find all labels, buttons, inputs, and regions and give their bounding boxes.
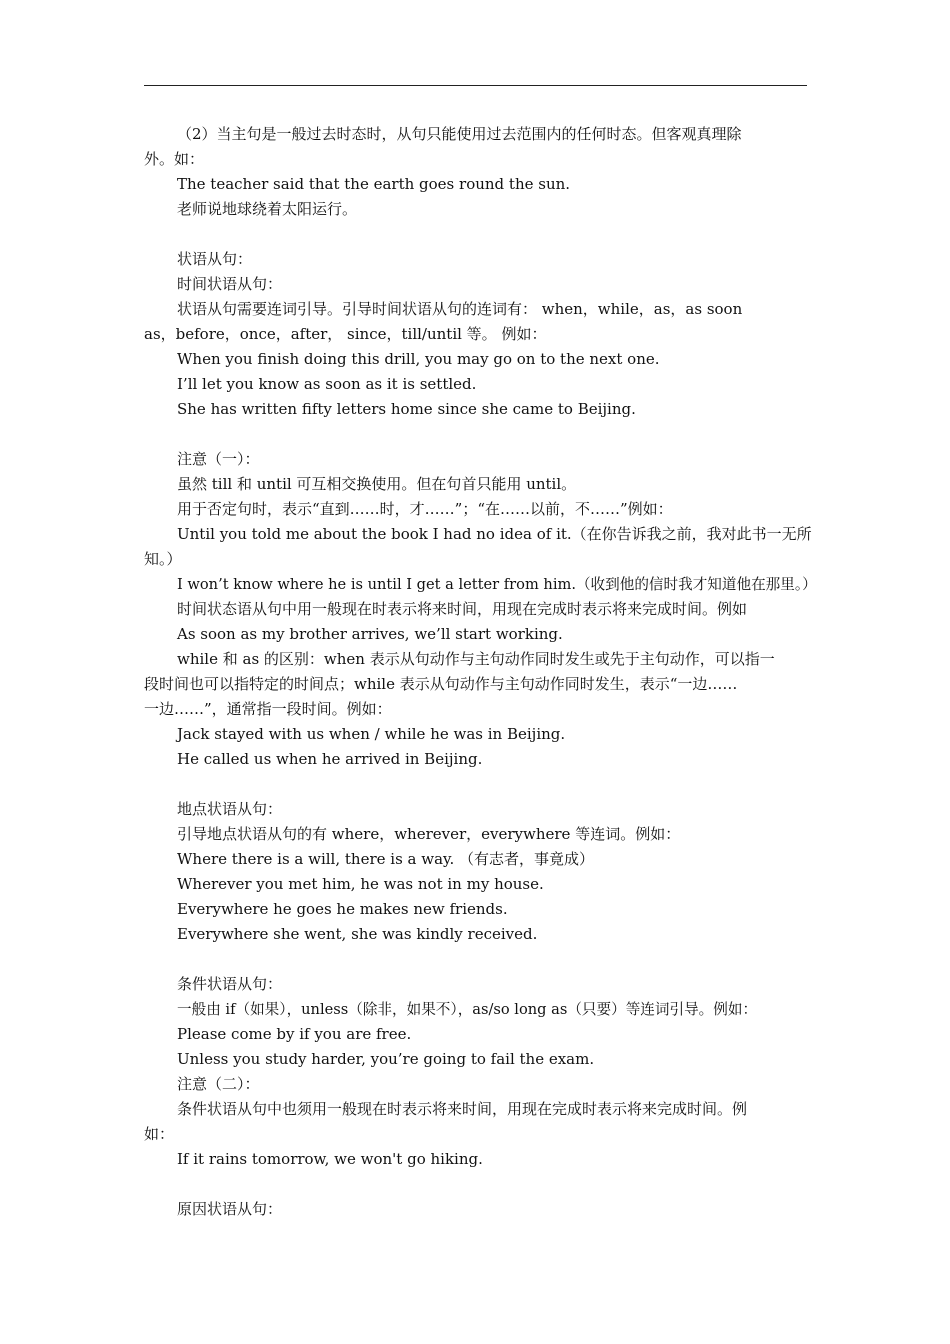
- subsection-heading: 地点状语从句：: [177, 800, 283, 818]
- paragraph-line: 一边……”，通常指一段时间。例如：: [144, 700, 392, 718]
- paragraph-line: 条件状语从句中也须用一般现在时表示将来时间，用现在完成时表示将来完成时间。例: [177, 1100, 748, 1118]
- paragraph-line: 状语从句需要连词引导。引导时间状语从句的连词有： when，while，as，as soon: [177, 300, 743, 318]
- example-sentence: When you finish doing this drill, you may go on to the next one.: [177, 350, 660, 368]
- paragraph-line: while 和 as 的区别：when 表示从句动作与主句动作同时发生或先于主句动作，可以指一: [177, 650, 775, 668]
- paragraph-line: 引导地点状语从句的有 where，wherever，everywhere 等连词。例如：: [177, 825, 681, 843]
- example-translation: 老师说地球绕着太阳运行。: [177, 200, 358, 218]
- example-sentence: I won’t know where he is until I get a letter from him.（收到他的信时我才知道他在那里。）: [177, 576, 817, 593]
- example-sentence: Where there is a will, there is a way. （有志者，事竟成）: [177, 850, 595, 868]
- paragraph-line: 一般由 if（如果），unless（除非，如果不），as/so long as（只要）等连词引导。例如：: [177, 1001, 758, 1018]
- example-sentence: I’ll let you know as soon as it is settled.: [177, 375, 477, 393]
- paragraph-line: 段时间也可以指特定的时间点；while 表示从句动作与主句动作同时发生，表示“一边……: [144, 675, 738, 693]
- note-heading: 注意（一）：: [177, 450, 260, 468]
- header-rule: [144, 85, 807, 86]
- example-sentence: He called us when he arrived in Beijing.: [177, 750, 483, 768]
- example-sentence: Jack stayed with us when / while he was in Beijing.: [177, 725, 566, 743]
- paragraph-line: 时间状态语从句中用一般现在时表示将来时间，用现在完成时表示将来完成时间。例如: [177, 600, 748, 618]
- subsection-heading: 原因状语从句：: [177, 1200, 283, 1218]
- paragraph-line: 用于否定句时，表示“直到……时，才……”；“在……以前，不……”例如：: [177, 500, 673, 518]
- example-sentence: If it rains tomorrow, we won't go hiking.: [177, 1150, 483, 1168]
- example-sentence: As soon as my brother arrives, we’ll start working.: [177, 625, 563, 643]
- section-heading: 状语从句：: [177, 250, 253, 268]
- paragraph-line: as，before，once，after， since，till/until 等。 例如：: [144, 325, 547, 343]
- example-sentence: 知。）: [144, 550, 182, 568]
- subsection-heading: 条件状语从句：: [177, 975, 283, 993]
- example-sentence: Until you told me about the book I had no idea of it.（在你告诉我之前，我对此书一无所: [177, 525, 812, 543]
- example-sentence: Everywhere he goes he makes new friends.: [177, 900, 508, 918]
- example-sentence: Everywhere she went, she was kindly received.: [177, 925, 538, 943]
- example-sentence: The teacher said that the earth goes round the sun.: [177, 175, 571, 193]
- document-body: [144, 122, 817, 1222]
- paragraph-line: 如：: [144, 1125, 175, 1143]
- note-heading: 注意（二）：: [177, 1075, 260, 1093]
- example-sentence: Please come by if you are free.: [177, 1025, 412, 1043]
- paragraph-line: 外。如：: [144, 150, 205, 168]
- paragraph-line: 虽然 till 和 until 可互相交换使用。但在句首只能用 until。: [177, 475, 577, 493]
- subsection-heading: 时间状语从句：: [177, 275, 283, 293]
- example-sentence: Wherever you met him, he was not in my house.: [177, 875, 544, 893]
- paragraph-line: （2）当主句是一般过去时态时，从句只能使用过去范围内的任何时态。但客观真理除: [177, 125, 742, 143]
- example-sentence: Unless you study harder, you’re going to fail the exam.: [177, 1050, 595, 1068]
- example-sentence: She has written fifty letters home since she came to Beijing.: [177, 400, 636, 418]
